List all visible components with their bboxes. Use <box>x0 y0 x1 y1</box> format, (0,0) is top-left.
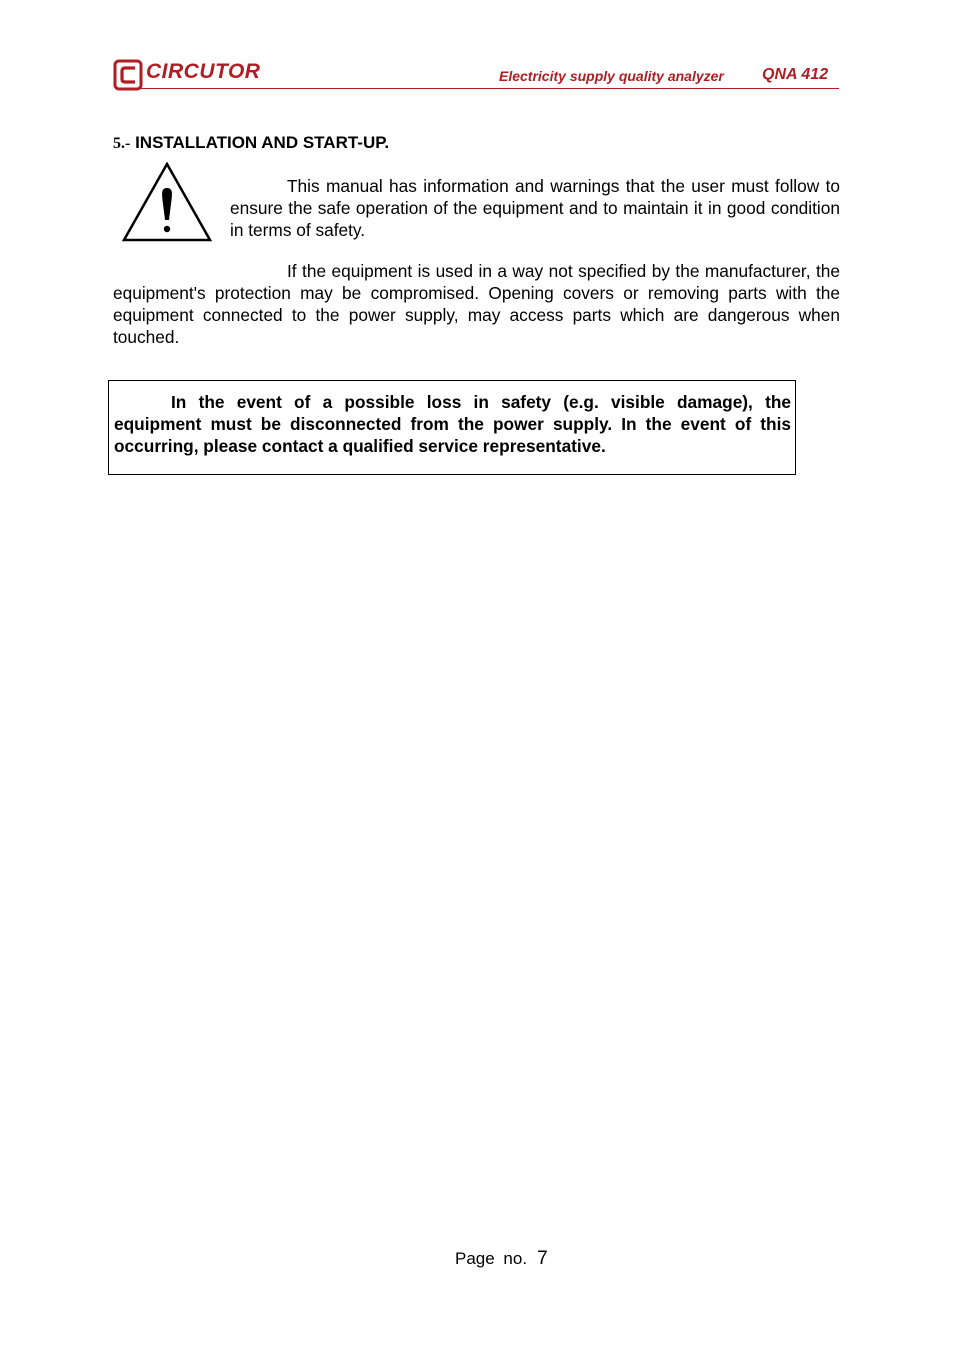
circutor-logo-icon <box>113 58 145 92</box>
page-number: 7 <box>537 1248 548 1269</box>
safety-notice-box <box>108 380 796 475</box>
section-heading <box>113 133 389 153</box>
page-footer <box>455 1248 548 1270</box>
header-divider <box>140 88 839 89</box>
safety-notice-text: In the event of a possible loss in safety (e.g. visible damage), the equipment must be disconnected from the power supply. In the event of this occurring, please contact a qualified service representative. <box>114 392 791 456</box>
logo-text: CIRCUTOR <box>146 60 261 83</box>
intro-paragraph: This manual has information and warnings that the user must follow to ensure the safe operation of the equipment and to maintain it in good condition in terms of safety. <box>230 176 840 240</box>
header-model: QNA 412 <box>762 66 829 83</box>
header-title: Electricity supply quality analyzer <box>499 68 724 84</box>
warning-triangle-icon <box>122 162 212 242</box>
section-number: 5.- <box>113 135 131 152</box>
safety-paragraph: If the equipment is used in a way not specified by the manufacturer, the equipment's protection may be compromised. Opening covers or removing parts with the equipment connected to the power supply, may access parts which are dangerous when touched. <box>113 261 840 347</box>
section-title: INSTALLATION AND START-UP. <box>135 133 390 152</box>
page-label: Page no. <box>455 1249 528 1268</box>
circutor-logo <box>113 58 273 92</box>
